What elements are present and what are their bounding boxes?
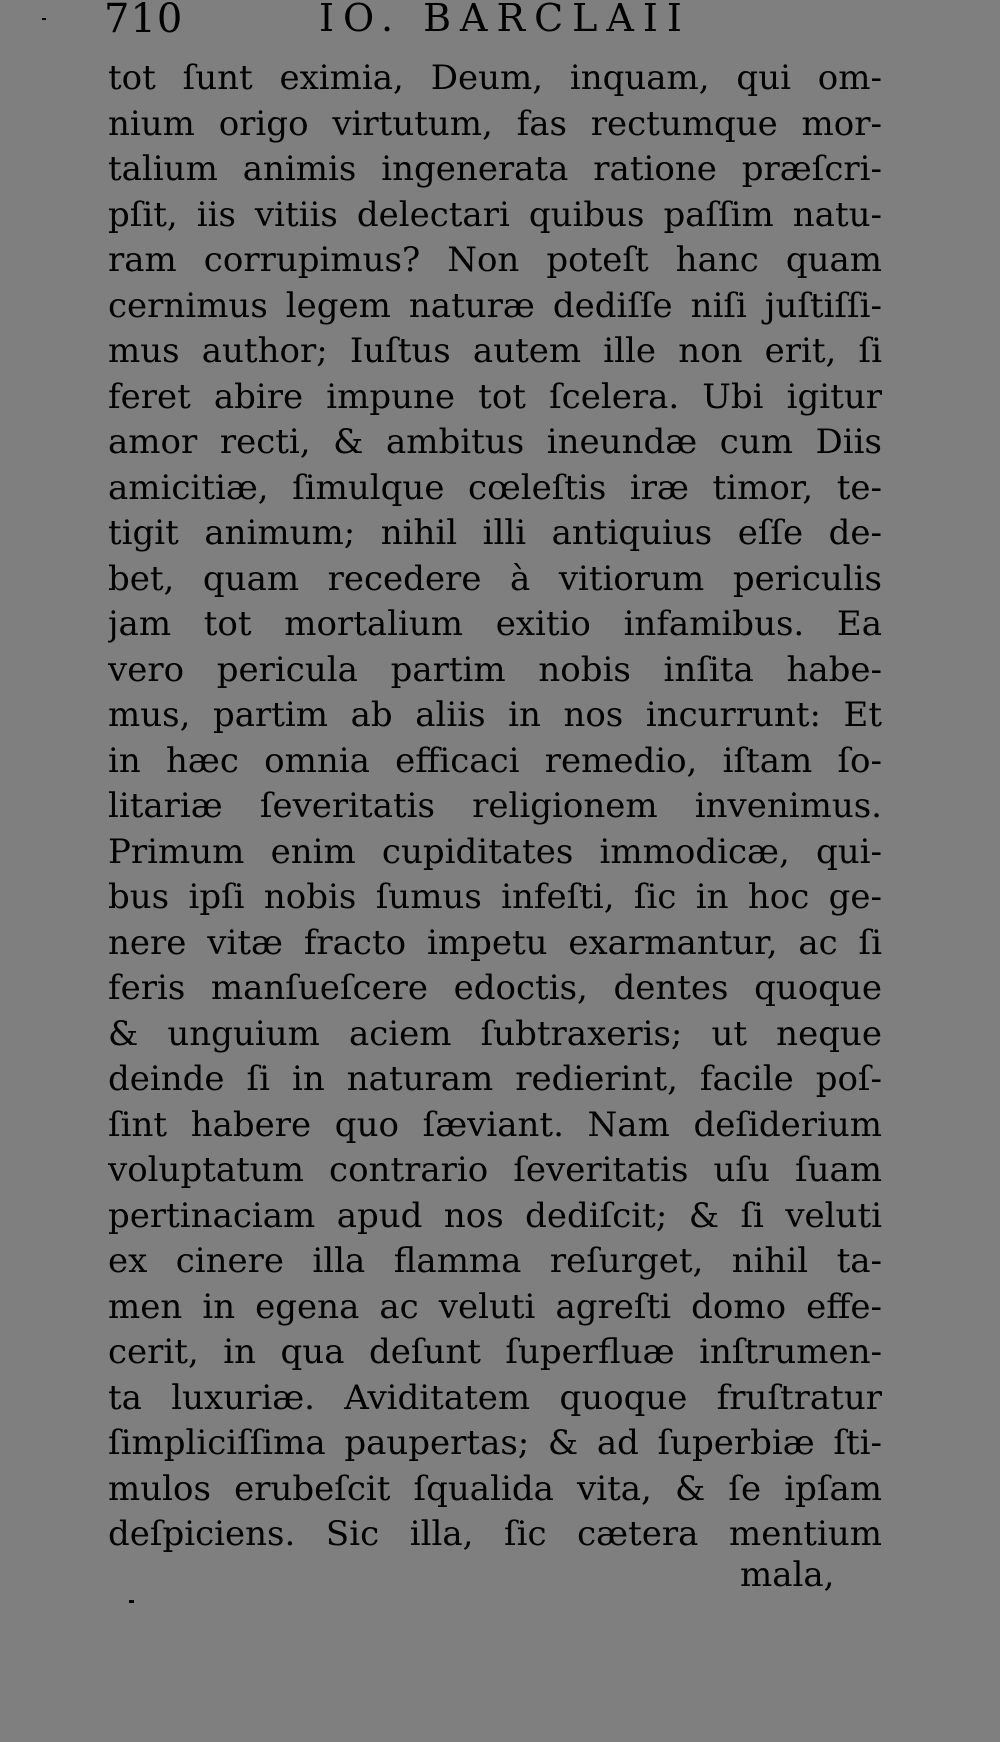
- ink-speck: [42, 18, 46, 20]
- text-line: mulos erubeſcit ſqualida vita, & ſe ipſam: [108, 1468, 882, 1509]
- text-line: mus, partim ab aliis in nos incurrunt: Et: [108, 695, 882, 735]
- text-line: tigit animum; nihil illi antiquius eſſe de-: [108, 513, 882, 553]
- text-line: ta luxuriæ. Aviditatem quoque fruſtratur: [108, 1377, 882, 1418]
- running-head: IO. BARCLAII: [319, 0, 691, 40]
- text-line: feret abire impune tot ſcelera. Ubi igitur: [108, 376, 882, 417]
- text-line: voluptatum contrario ſeveritatis uſu ſuam: [108, 1150, 882, 1190]
- text-line: cerit, in qua deſunt ſuperfluæ inſtrumen-: [108, 1332, 882, 1372]
- ink-speck: [129, 1600, 134, 1603]
- text-line: nere vitæ fracto impetu exarmantur, ac ſi: [108, 922, 882, 963]
- text-line: & unguium aciem ſubtraxeris; ut neque: [108, 1013, 882, 1054]
- text-line: amor recti, & ambitus ineundæ cum Diis: [108, 422, 882, 462]
- text-line: feris manſueſcere edoctis, dentes quoque: [108, 968, 882, 1008]
- text-line: ſimpliciſſima paupertas; & ad ſuperbiæ ſti-: [108, 1423, 882, 1463]
- text-line: litariæ ſeveritatis religionem invenimus.: [108, 786, 882, 826]
- text-line: talium animis ingenerata ratione præſcri-: [108, 149, 882, 189]
- catchword: mala,: [740, 1555, 835, 1595]
- text-line: mus author; Iuſtus autem ille non erit, ſi: [108, 331, 882, 371]
- text-line: deinde ſi in naturam redierint, facile poſ-: [108, 1059, 882, 1099]
- text-line: jam tot mortalium exitio infamibus. Ea: [108, 604, 882, 644]
- text-line: ex cinere illa flamma reſurget, nihil ta-: [108, 1241, 882, 1281]
- text-line: pertinaciam apud nos dediſcit; & ſi veluti: [108, 1195, 882, 1236]
- text-line: tot ſunt eximia, Deum, inquam, qui om-: [108, 58, 882, 98]
- page-number: 710: [104, 0, 184, 42]
- text-line: ram corrupimus? Non poteſt hanc quam: [108, 240, 882, 280]
- text-line: Primum enim cupiditates immodicæ, qui-: [108, 831, 882, 872]
- text-line: cernimus legem naturæ dediſſe niſi juſtiſſi-: [108, 285, 882, 326]
- text-line: nium origo virtutum, fas rectumque mor-: [108, 103, 882, 144]
- text-line: amicitiæ, ſimulque cœleſtis iræ timor, te-: [108, 467, 882, 508]
- text-line: vero pericula partim nobis inſita habe-: [108, 649, 882, 690]
- text-line: bet, quam recedere à vitiorum periculis: [108, 558, 882, 599]
- text-line: bus ipſi nobis ſumus infeſti, ſic in hoc ge-: [108, 877, 882, 917]
- page-header: [104, 0, 724, 48]
- text-line: deſpiciens. Sic illa, ſic cætera mentium: [108, 1514, 882, 1554]
- text-line: pſit, iis vitiis delectari quibus paſſim natu-: [108, 194, 882, 235]
- text-line: ſint habere quo ſæviant. Nam deſiderium: [108, 1104, 882, 1145]
- body-text: [108, 56, 882, 1558]
- text-line: in hæc omnia efficaci remedio, iſtam ſo-: [108, 740, 882, 781]
- text-line: men in egena ac veluti agreſti domo effe-: [108, 1286, 882, 1327]
